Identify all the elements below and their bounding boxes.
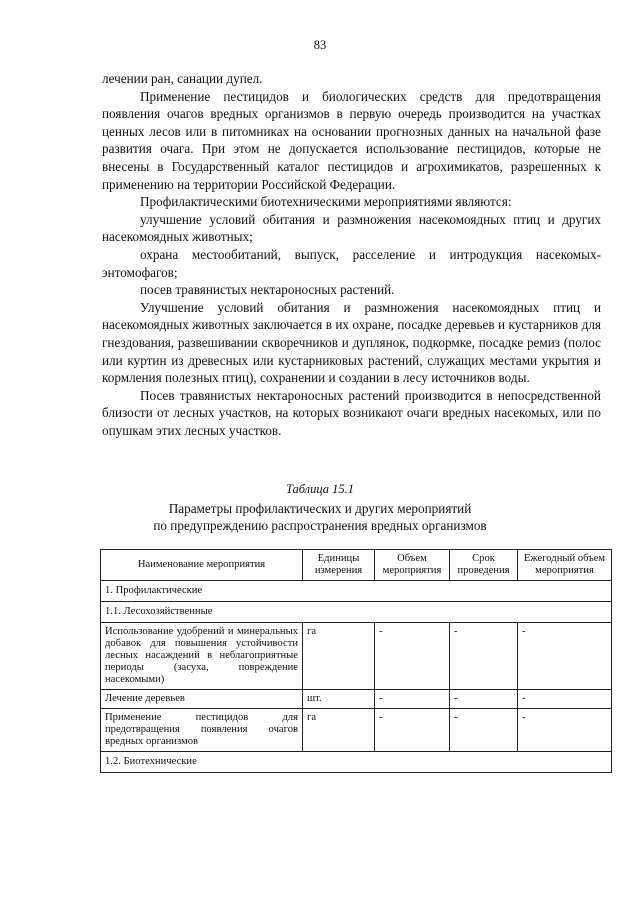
paragraph: Посев травянистых нектароносных растений производится в непосредственной близости от лесных участков, на которых возникают очаги вредных насекомых, или по опушкам этих лесных участков. (102, 387, 601, 438)
header-unit: Единицы измерения (303, 550, 375, 581)
list-item: посев травянистых нектароносных растений. (140, 282, 395, 298)
cell-volume: - (375, 623, 450, 690)
section-label: 1.2. Биотехнические (101, 752, 612, 773)
table-title (0, 500, 640, 534)
cell-annual: - (518, 623, 612, 690)
cell-unit: га (303, 709, 375, 752)
header-name: Наименование мероприятия (101, 550, 303, 581)
table-row (101, 709, 612, 752)
list-item: охрана местообитаний, выпуск, расселение и интродукция насекомых-энтомофагов; (102, 246, 601, 280)
cell-volume: - (375, 690, 450, 709)
table-row (101, 690, 612, 709)
section-row (101, 752, 612, 773)
section-label: 1.1. Лесохозяйственные (101, 602, 612, 623)
cell-unit: шт. (303, 690, 375, 709)
paragraph: Применение пестицидов и биологических средств для предотвращения появления очагов вредных организмов в первую очередь производится на участках ценных лесов или в питомниках на основании прогнозных данных на начальной фазе развития очага. При этом не допускается использование пестицидов, которые не внесены в Государственный каталог пестицидов и агрохимикатов, разрешенных к применению на территории Российской Федерации. (102, 88, 601, 192)
cell-term: - (450, 690, 518, 709)
table-row (101, 623, 612, 690)
measures-table (100, 549, 612, 773)
cell-unit: га (303, 623, 375, 690)
cell-name: Применение пестицидов для предотвращения появления очагов вредных организмов (101, 709, 303, 752)
cell-name: Использование удобрений и минеральных добавок для повышения устойчивости лесных насаждений в неблагоприятные периоды (засуха, повреждение насекомыми) (101, 623, 303, 690)
body-text (102, 70, 601, 439)
section-row (101, 581, 612, 602)
cell-annual: - (518, 709, 612, 752)
cell-annual: - (518, 690, 612, 709)
cell-term: - (450, 709, 518, 752)
table-title-line: по предупреждению распространения вредных организмов (153, 518, 487, 533)
header-volume: Объем мероприятия (375, 550, 450, 581)
header-term: Срок проведения (450, 550, 518, 581)
paragraph: Профилактическими биотехническими мероприятиями являются: (140, 194, 512, 210)
cell-term: - (450, 623, 518, 690)
list-item: улучшение условий обитания и размножения насекомоядных птиц и других насекомоядных животных; (102, 211, 601, 245)
paragraph: Улучшение условий обитания и размножения насекомоядных птиц и насекомоядных животных заключается в их охране, посадке деревьев и кустарников для гнездования, развешивании скворечников и дуплянок, подкормке, посадке ремиз (полос или куртин из древесных или кустарниковых растений, служащих местами укрытия и кормления полезных птиц), сохранении и создании в лесу источников воды. (102, 299, 601, 386)
cell-name: Лечение деревьев (101, 690, 303, 709)
header-annual: Ежегодный объем мероприятия (518, 550, 612, 581)
paragraph: лечении ран, санации дупел. (102, 71, 263, 86)
table-header-row (101, 550, 612, 581)
cell-volume: - (375, 709, 450, 752)
page-number: 83 (313, 38, 327, 52)
section-row (101, 602, 612, 623)
table-caption: Таблица 15.1 (285, 482, 355, 496)
table-title-line: Параметры профилактических и других мероприятий (168, 501, 472, 516)
section-label: 1. Профилактические (101, 581, 612, 602)
